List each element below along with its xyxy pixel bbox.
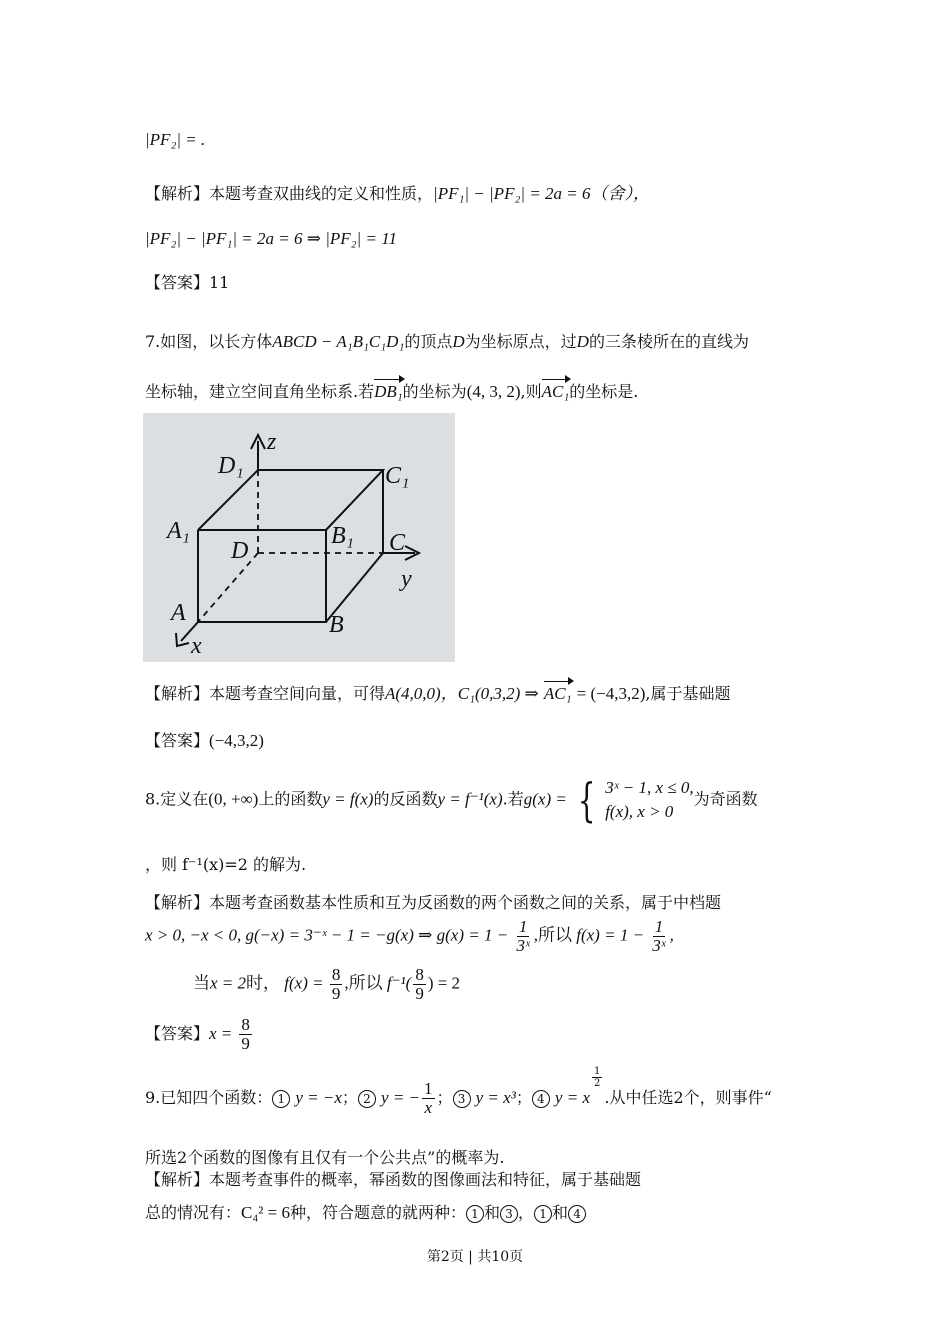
q8-domain: (0, +∞) <box>208 789 259 809</box>
q8-text-a: 8.定义在 <box>145 789 209 809</box>
q9-f2-den: x <box>424 1098 433 1117</box>
q8-step1-den2: 3ˣ <box>652 936 666 955</box>
q7-analysis-a: 【解析】本题考查空间向量，可得 <box>145 684 386 703</box>
cuboid-diagram <box>143 413 455 662</box>
q8-answer <box>145 1016 254 1053</box>
q6-analysis-prefix: 【解析】本题考查双曲线的定义和性质， <box>145 184 434 203</box>
q7-answer <box>145 728 264 751</box>
q7-text-c: 的顶点 <box>404 332 453 351</box>
q8-step2 <box>193 966 460 1003</box>
q8-answer-label: 【答案】 <box>145 1024 210 1043</box>
q8-step1-b: ,所以 <box>533 925 572 945</box>
label-a1: A₁ <box>167 518 191 544</box>
cuboid-figure <box>143 413 455 662</box>
q9-f2: y = − <box>381 1088 421 1107</box>
q7-analysis <box>145 679 730 704</box>
q9-f4-exp-num: 1 <box>593 1066 601 1077</box>
q8-text-e: 的反函数 <box>373 789 438 809</box>
q8-step1-den: 3ˣ <box>516 936 530 955</box>
q8-g-def: g(x) = <box>523 789 567 809</box>
q7-vector-ac1-2: AC₁ <box>543 684 572 703</box>
q9-f4-exp-den: 2 <box>593 1078 601 1089</box>
hidden-edge-d-a <box>198 553 258 622</box>
q9-total <box>145 1200 586 1223</box>
q9-and-1: 和 <box>483 1203 500 1222</box>
q7-text-2e: ,则 <box>520 382 542 401</box>
q9-circle-2: 2 <box>358 1090 376 1108</box>
q9-f4: y = x <box>554 1088 590 1107</box>
q7-box-name: ABCD − A₁B₁C₁D₁ <box>272 332 405 351</box>
q9-ans-circle-1: 1 <box>466 1205 484 1223</box>
q8-answer-x: x = <box>209 1024 233 1043</box>
q8-line1 <box>145 773 758 827</box>
q8-step2-d: f(x) = <box>284 973 324 993</box>
q9-line1 <box>145 1066 772 1117</box>
q7-coords: (4, 3, 2) <box>466 382 521 401</box>
q8-step2-den2: 9 <box>415 984 424 1003</box>
q7-line2 <box>145 379 638 402</box>
label-c1: C₁ <box>385 463 410 489</box>
q9-combination: C₄² = 6 <box>241 1203 290 1222</box>
label-a: A <box>171 600 186 626</box>
q8-step2-num2: 8 <box>415 965 424 984</box>
q6-analysis <box>145 179 650 204</box>
q7-vector-db1: DB₁ <box>374 382 403 401</box>
q8-step2-c: 时， <box>246 973 281 993</box>
q7-point-a: A(4,0,0)， <box>385 684 458 703</box>
q8-step2-e: ,所以 <box>344 973 383 993</box>
q9-circle-4: 4 <box>532 1090 550 1108</box>
q9-ans-circle-4: 4 <box>568 1205 586 1223</box>
q6-answer: 【答案】11 <box>145 273 230 292</box>
q8-step2-g: ) = 2 <box>427 973 461 993</box>
q9-analysis: 【解析】本题考查事件的概率，幂函数的图像画法和特征，属于基础题 <box>145 1170 642 1189</box>
q9-comma: ， <box>518 1203 535 1222</box>
q7-vertex-d2: D <box>576 332 589 351</box>
q7-point-c1: C₁(0,3,2) ⇒ <box>457 684 539 703</box>
q8-step1 <box>145 918 674 955</box>
q9-circle-3: 3 <box>453 1090 471 1108</box>
page-footer: 第2页 | 共10页 <box>426 1249 524 1265</box>
q9-line2: 所选2个函数的图像有且仅有一个公共点”的概率为. <box>145 1148 505 1167</box>
q9-f1: y = −x <box>295 1088 342 1107</box>
q7-result: = (−4,3,2) <box>576 684 646 703</box>
q7-answer-label: 【答案】 <box>145 731 210 750</box>
q8-text-c: 上的函数 <box>258 789 323 809</box>
q9-ans-circle-3: 3 <box>500 1205 518 1223</box>
q8-case2: f(x), x > 0 <box>605 802 674 821</box>
q9-f2-num: 1 <box>424 1079 433 1098</box>
q7-text-2c: 的坐标为 <box>402 382 467 401</box>
q8-step1-c: f(x) = 1 − <box>576 925 645 945</box>
q7-analysis-f: ,属于基础题 <box>645 684 731 703</box>
q8-analysis: 【解析】本题考查函数基本性质和互为反函数的两个函数之间的关系，属于中档题 <box>145 893 722 912</box>
q9-semi-3: ； <box>515 1088 532 1107</box>
q8-text-i: 为奇函数 <box>693 789 758 809</box>
label-d: D <box>231 538 249 564</box>
front-face <box>198 530 326 622</box>
q8-inverse: y = f⁻¹(x) <box>437 789 503 809</box>
q8-step2-f: f⁻¹( <box>386 973 412 993</box>
q8-line2: ，则 f⁻¹(x)=2 的解为. <box>145 855 307 874</box>
q8-answer-den: 9 <box>241 1034 250 1053</box>
q7-text-e: 为坐标原点，过 <box>464 332 577 351</box>
q9-total-a: 总的情况有： <box>145 1203 242 1222</box>
q8-text-g: .若 <box>502 789 524 809</box>
label-c: C <box>389 530 406 556</box>
q9-f3: y = x³ <box>475 1088 516 1107</box>
q8-step1-d: , <box>669 925 674 945</box>
q8-case1: 3ˣ − 1, x ≤ 0, <box>605 778 694 797</box>
label-y: y <box>401 566 412 592</box>
q8-step2-a: 当 <box>193 973 210 993</box>
label-b: B <box>329 612 344 638</box>
q8-answer-num: 8 <box>241 1015 250 1034</box>
q8-step2-den: 9 <box>331 984 341 1003</box>
q7-text-a: 7.如图，以长方体 <box>145 332 273 351</box>
q7-line1 <box>145 329 749 352</box>
q7-vertex-d: D <box>452 332 465 351</box>
q8-step2-b: x = 2 <box>210 973 247 993</box>
q8-brace: { <box>577 773 596 827</box>
q9-ans-circle-1b: 1 <box>534 1205 552 1223</box>
q8-step1-a: x > 0, −x < 0, g(−x) = 3⁻ˣ − 1 = −g(x) ⇒ g(x) = 1 − <box>145 925 509 945</box>
q9-text-b: .从中任选2个，则事件“ <box>604 1088 772 1107</box>
q7-answer-value: (−4,3,2) <box>209 731 264 750</box>
q8-step2-num: 8 <box>331 965 341 984</box>
q9-semi-1: ； <box>341 1088 358 1107</box>
q8-func: y = f(x) <box>322 789 374 809</box>
q6-line3: |PF₂| − |PF₁| = 2a = 6 ⇒ |PF₂| = 11 <box>145 229 397 248</box>
q7-text-2g: 的坐标是. <box>569 382 639 401</box>
q6-analysis-formula: |PF₁| − |PF₂| = 2a = 6（舍）， <box>433 184 650 203</box>
q9-circle-1: 1 <box>272 1090 290 1108</box>
label-b1: B₁ <box>331 523 355 549</box>
top-face <box>198 470 383 530</box>
q9-text-a: 9.已知四个函数： <box>145 1088 273 1107</box>
q8-step1-num: 1 <box>518 917 528 936</box>
q6-line1: |PF₂| = . <box>145 130 206 149</box>
label-d1: D₁ <box>218 453 244 479</box>
q8-piecewise <box>572 773 694 827</box>
q8-step1-num2: 1 <box>654 917 664 936</box>
q7-vector-ac1: AC₁ <box>541 382 570 401</box>
label-x: x <box>191 633 202 659</box>
q7-text-2a: 坐标轴，建立空间直角坐标系.若 <box>145 382 375 401</box>
q7-text-g: 的三条棱所在的直线为 <box>588 332 749 351</box>
q9-semi-2: ； <box>436 1088 453 1107</box>
label-z: z <box>267 429 277 455</box>
q9-total-c: 种，符合题意的就两种： <box>289 1203 466 1222</box>
q9-and-2: 和 <box>552 1203 569 1222</box>
